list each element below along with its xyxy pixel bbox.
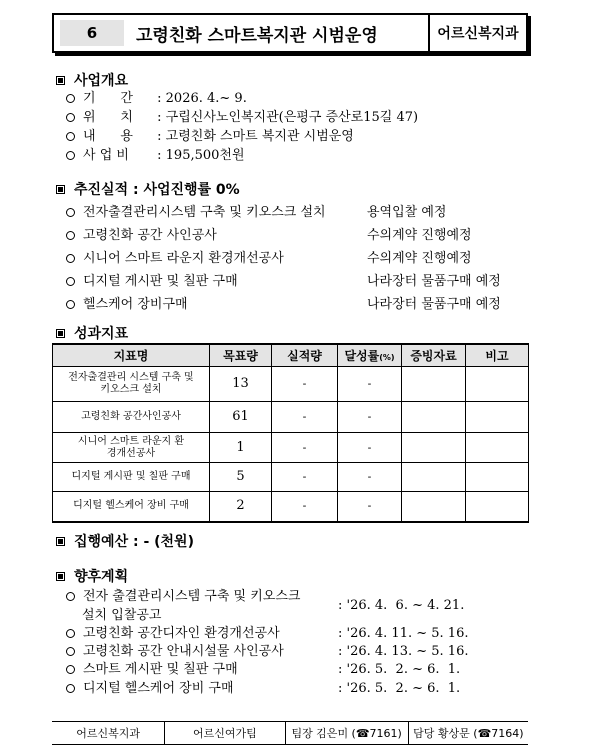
kpi-name: 전자출결관리 시스템 구축 및 키오스크 설치	[53, 367, 210, 402]
overview-value: 2026. 4.~ 9.	[165, 91, 247, 106]
progress-status: 나라장터 물품구매 예정	[367, 297, 501, 312]
table-row	[53, 367, 529, 402]
column-header-unit: (%)	[379, 353, 395, 362]
column-header-label: 달성률	[344, 349, 380, 363]
column-header	[338, 344, 402, 367]
column-header: 비고	[466, 344, 529, 367]
section-budget-heading	[56, 531, 194, 551]
item-number: 6	[60, 20, 124, 46]
kpi-name: 시니어 스마트 라운지 환경개선공사	[53, 433, 210, 463]
circle-bullet-icon	[66, 277, 75, 286]
kpi-actual: -	[272, 433, 338, 463]
square-bullet-icon	[56, 537, 65, 546]
section-progress-heading	[56, 179, 240, 199]
section-overview-heading	[56, 70, 128, 90]
kpi-evidence	[402, 492, 466, 522]
square-bullet-icon	[56, 329, 65, 338]
column-header: 목표량	[210, 344, 272, 367]
table-row	[53, 433, 529, 463]
department-name: 어르신복지과	[428, 15, 526, 51]
kpi-evidence	[402, 463, 466, 492]
progress-item	[66, 297, 188, 313]
footer-team-lead: 팀장 김은미 (☎7161)	[286, 722, 409, 744]
footer-team: 어르신여가팀	[165, 722, 285, 744]
progress-task: 전자출결관리시스템 구축 및 키오스크 설치	[83, 205, 326, 220]
circle-bullet-icon	[66, 254, 75, 263]
plan-task: 전자 출결관리시스템 구축 및 키오스크	[83, 589, 301, 604]
table-header-row	[53, 344, 529, 367]
kpi-note	[466, 433, 529, 463]
kpi-note	[466, 402, 529, 433]
column-header: 지표명	[53, 344, 210, 367]
plan-item	[66, 644, 284, 660]
section-title: 향후계획	[74, 569, 129, 585]
kpi-target: 13	[210, 367, 272, 402]
kpi-note	[466, 492, 529, 522]
plan-item	[66, 589, 300, 605]
plan-date: : '26. 4. 6. ~ 4. 21.	[338, 598, 465, 613]
section-title: 사업개요	[74, 73, 129, 89]
document-header	[52, 13, 528, 53]
progress-status: 나라장터 물품구매 예정	[367, 274, 501, 289]
square-bullet-icon	[56, 185, 65, 194]
kpi-actual: -	[272, 402, 338, 433]
kpi-actual: -	[272, 367, 338, 402]
kpi-target: 61	[210, 402, 272, 433]
kpi-note	[466, 367, 529, 402]
column-header: 실적량	[272, 344, 338, 367]
progress-task: 시니어 스마트 라운지 환경개선공사	[83, 251, 284, 266]
overview-label: 위 치	[83, 110, 133, 125]
table-row	[53, 492, 529, 522]
document-title: 고령친화 스마트복지관 시범운영	[136, 25, 378, 46]
circle-bullet-icon	[66, 94, 75, 103]
kpi-table	[52, 343, 529, 523]
progress-task: 고령친화 공간 사인공사	[83, 228, 217, 243]
progress-item	[66, 274, 238, 290]
overview-label: 기 간	[83, 91, 133, 106]
circle-bullet-icon	[66, 113, 75, 122]
plan-date: : '26. 4. 11. ~ 5. 16.	[338, 626, 469, 641]
kpi-rate: -	[338, 367, 402, 402]
kpi-target: 2	[210, 492, 272, 522]
overview-item: 위 치 : 구립신사노인복지관(은평구 증산로15길 47)	[66, 110, 418, 126]
progress-status: 용역입찰 예정	[367, 205, 447, 220]
circle-bullet-icon	[66, 132, 75, 141]
footer-department: 어르신복지과	[52, 722, 165, 744]
plan-item	[66, 662, 238, 678]
circle-bullet-icon	[66, 151, 75, 160]
section-plan-heading	[56, 566, 128, 586]
progress-task: 디지털 게시판 및 칠판 구매	[83, 274, 238, 289]
plan-date: : '26. 5. 2. ~ 6. 1.	[338, 681, 461, 696]
section-title: 집행예산 : - (천원)	[74, 534, 194, 550]
plan-date: : '26. 4. 13. ~ 5. 16.	[338, 644, 469, 659]
kpi-target: 5	[210, 463, 272, 492]
kpi-target: 1	[210, 433, 272, 463]
kpi-name: 디지털 헬스케어 장비 구매	[53, 492, 210, 522]
overview-value: 고령친화 스마트 복지관 시범운영	[165, 129, 354, 144]
circle-bullet-icon	[66, 629, 75, 638]
kpi-rate: -	[338, 433, 402, 463]
progress-status: 수의계약 진행예정	[367, 251, 472, 266]
table-row	[53, 402, 529, 433]
section-kpi-heading	[56, 323, 128, 343]
kpi-rate: -	[338, 463, 402, 492]
table-row	[53, 463, 529, 492]
plan-task: 고령친화 공간 안내시설물 사인공사	[83, 644, 284, 659]
overview-value: 195,500천원	[165, 148, 245, 163]
kpi-actual: -	[272, 463, 338, 492]
plan-task: 디지털 헬스케어 장비 구매	[83, 681, 234, 696]
footer-staff: 담당 황상문 (☎7164)	[413, 727, 524, 740]
kpi-rate: -	[338, 492, 402, 522]
plan-item	[66, 626, 280, 642]
kpi-rate: -	[338, 402, 402, 433]
circle-bullet-icon	[66, 231, 75, 240]
circle-bullet-icon	[66, 647, 75, 656]
kpi-actual: -	[272, 492, 338, 522]
circle-bullet-icon	[66, 684, 75, 693]
kpi-evidence	[402, 367, 466, 402]
progress-status: 수의계약 진행예정	[367, 228, 472, 243]
plan-task: 고령친화 공간디자인 환경개선공사	[83, 626, 280, 641]
kpi-evidence	[402, 402, 466, 433]
circle-bullet-icon	[66, 592, 75, 601]
overview-item: 내 용 : 고령친화 스마트 복지관 시범운영	[66, 129, 354, 145]
plan-task-continued: 설치 입찰공고	[82, 608, 162, 623]
overview-label: 사 업 비	[83, 148, 129, 163]
column-header: 증빙자료	[402, 344, 466, 367]
circle-bullet-icon	[66, 665, 75, 674]
kpi-name: 고령친화 공간사인공사	[53, 402, 210, 433]
circle-bullet-icon	[66, 208, 75, 217]
plan-task: 스마트 게시판 및 칠판 구매	[83, 662, 238, 677]
plan-date: : '26. 5. 2. ~ 6. 1.	[338, 662, 461, 677]
document-footer	[52, 721, 528, 745]
progress-item	[66, 205, 326, 221]
square-bullet-icon	[56, 76, 65, 85]
progress-item	[66, 228, 217, 244]
overview-label: 내 용	[83, 129, 133, 144]
progress-item	[66, 251, 284, 267]
section-title: 성과지표	[74, 326, 129, 342]
progress-task: 헬스케어 장비구매	[83, 297, 188, 312]
overview-value: 구립신사노인복지관(은평구 증산로15길 47)	[165, 110, 419, 125]
plan-item	[66, 681, 234, 697]
overview-item: 기 간 : 2026. 4.~ 9.	[66, 91, 247, 107]
section-title: 추진실적 : 사업진행률 0%	[74, 182, 240, 198]
overview-item: 사 업 비 : 195,500천원	[66, 148, 245, 164]
kpi-note	[466, 463, 529, 492]
square-bullet-icon	[56, 572, 65, 581]
circle-bullet-icon	[66, 300, 75, 309]
kpi-name: 디지털 게시판 및 칠판 구매	[53, 463, 210, 492]
kpi-evidence	[402, 433, 466, 463]
